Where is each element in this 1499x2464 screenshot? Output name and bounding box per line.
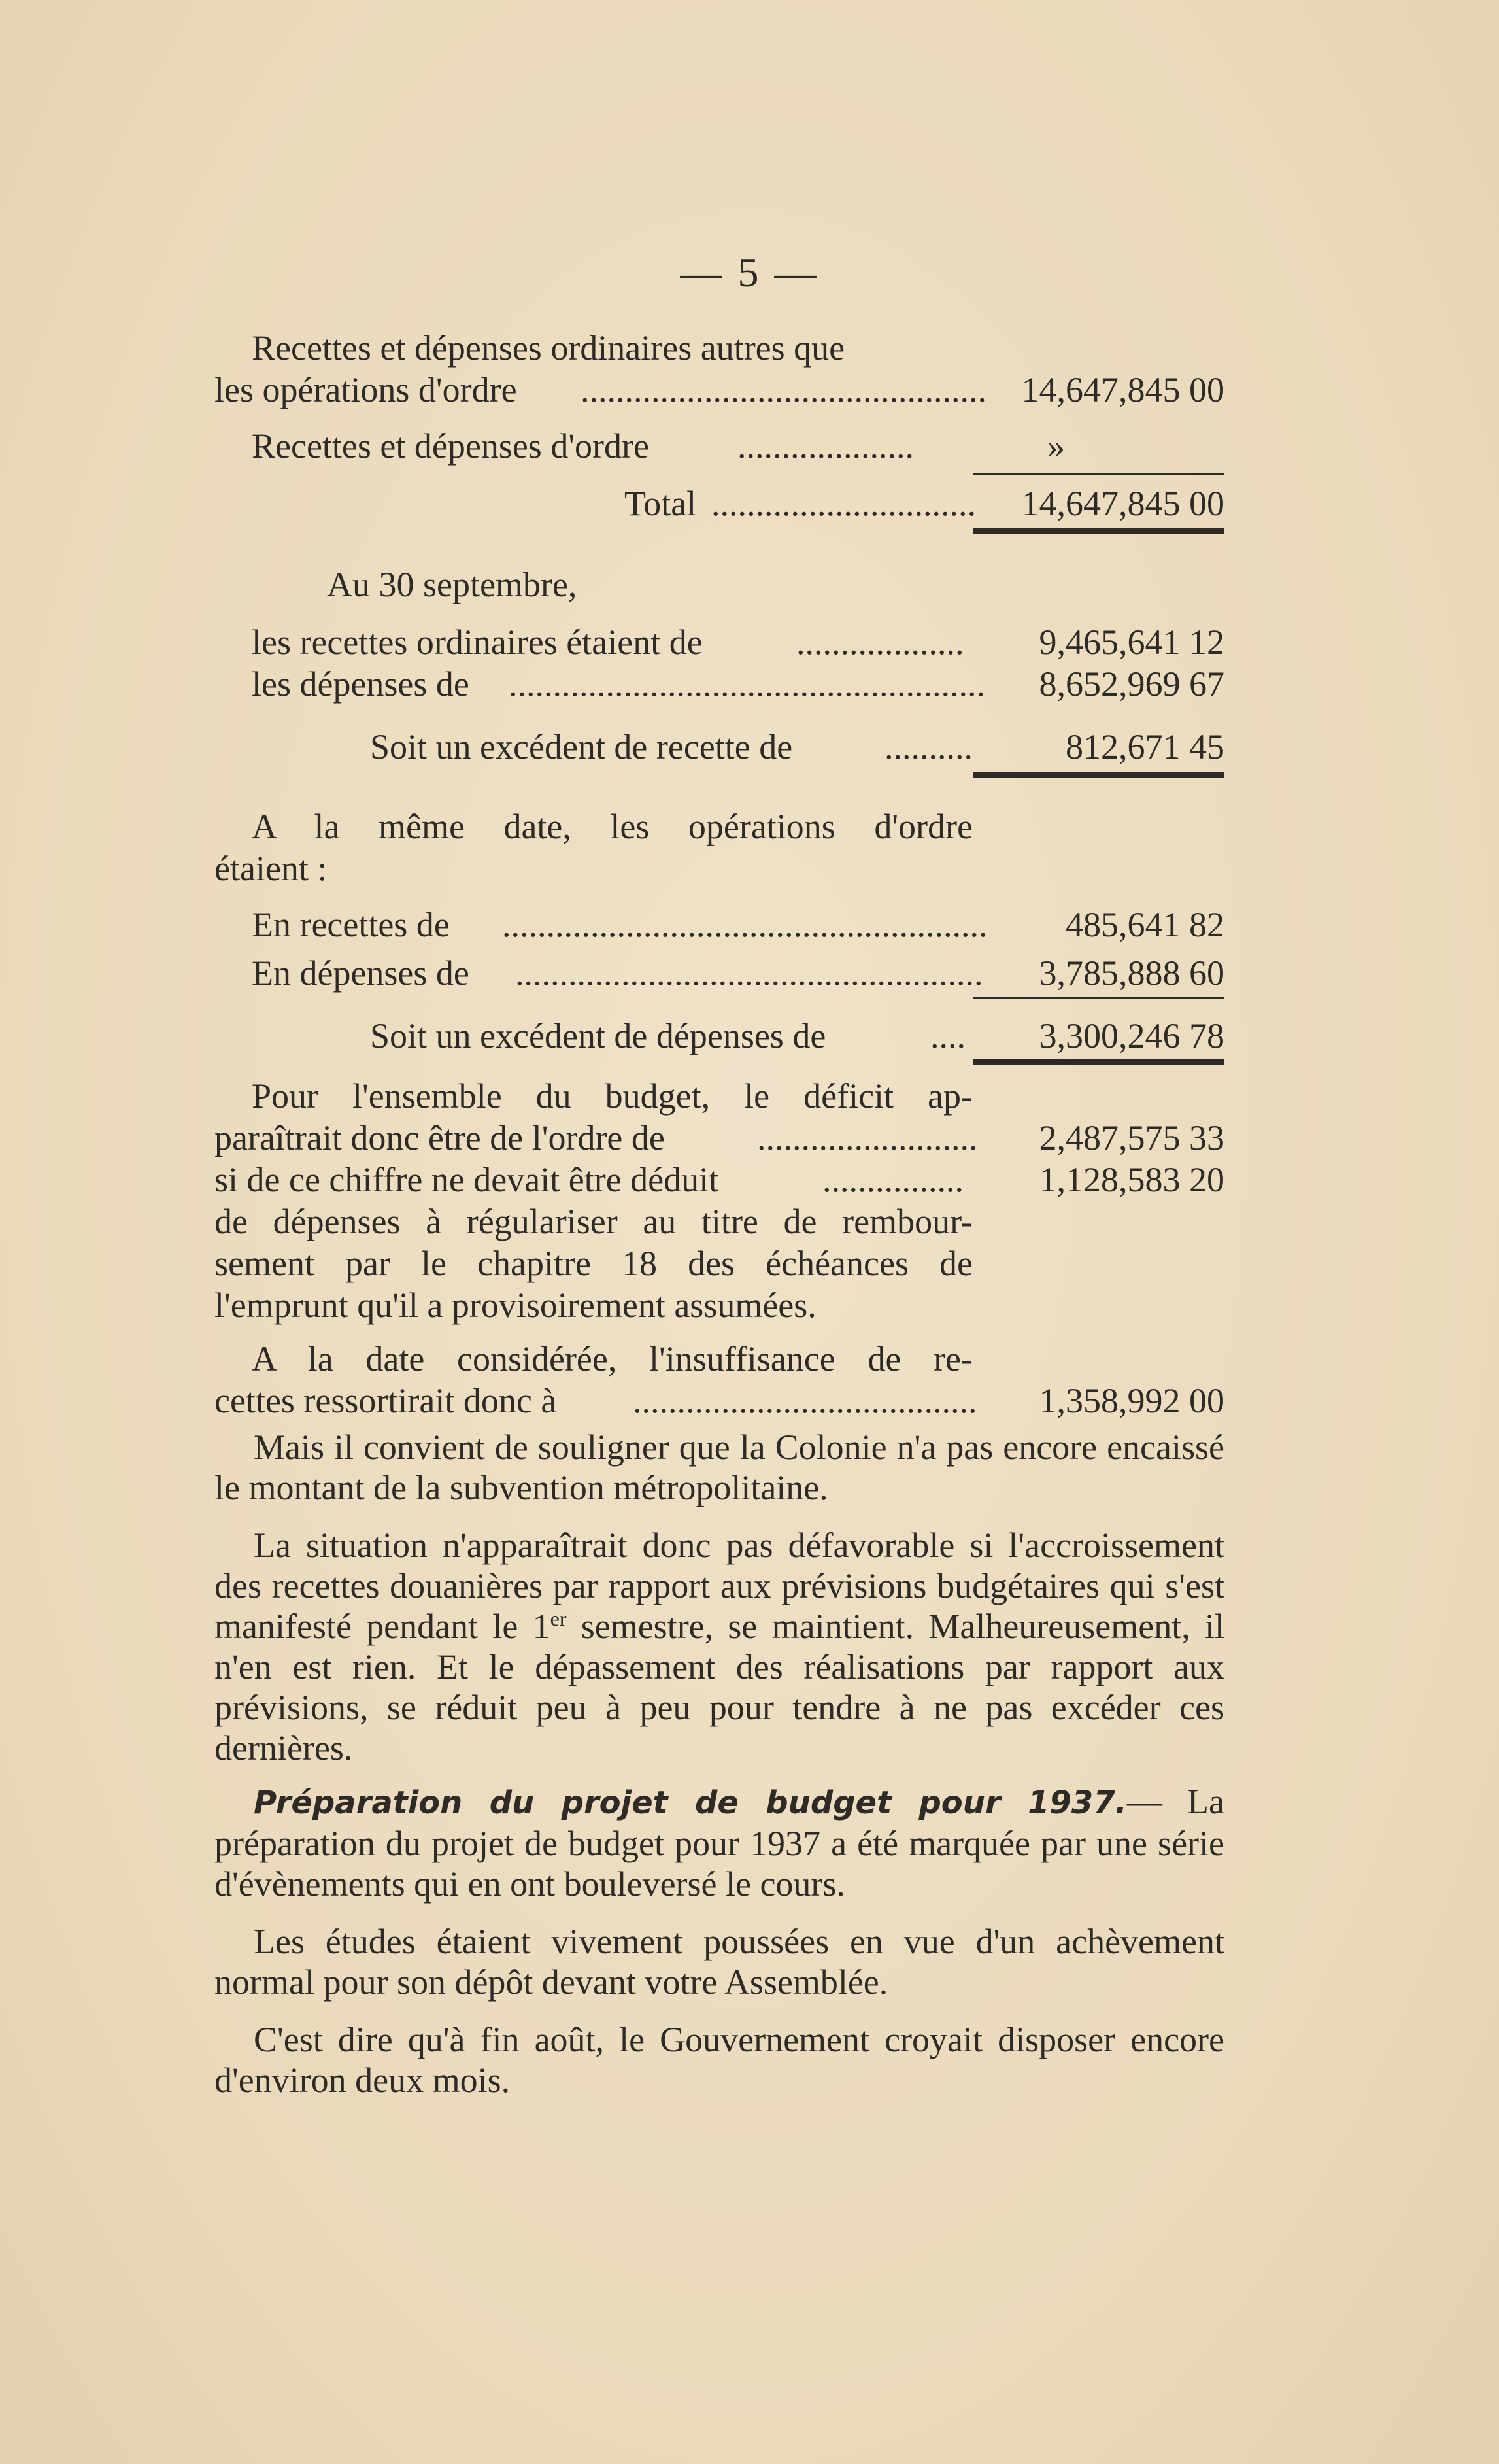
leader-dots: ....................................................... [502, 905, 988, 944]
row-amount: 812,671 45 [1066, 727, 1224, 766]
page-number: — 5 — [680, 249, 819, 296]
leader-dots: ................ [822, 1160, 964, 1199]
block4-line1: Pour l'ensemble du budget, le déficit ap- [252, 1076, 973, 1116]
row-amount: 485,641 82 [1066, 905, 1224, 944]
leader-dots: ................... [796, 623, 964, 662]
block4-line6: l'emprunt qu'il a provisoirement assumées. [214, 1286, 817, 1325]
row-label: Soit un excédent de recette de [370, 727, 793, 766]
sum-rule [973, 473, 1224, 475]
block1-row-ordre [214, 425, 1224, 467]
block2-intro: Au 30 septembre, [327, 565, 577, 604]
row-amount: 14,647,845 00 [1021, 484, 1224, 523]
leader-dots: ..................................................... [515, 953, 983, 993]
block3-row-excedent [214, 1015, 1224, 1057]
row-label: Recettes et dépenses d'ordre [252, 426, 649, 466]
row-label: si de ce chiffre ne devait être déduit [214, 1160, 719, 1199]
paragraph-text: — La préparation du projet de budget pour 1937 a été marquée par une série d'évènements qui en ont bouleversé le cours. [214, 1782, 1225, 1904]
row-amount: 14,647,845 00 [1021, 370, 1224, 409]
row-label: En dépenses de [252, 953, 469, 993]
block2-row-depenses [214, 663, 1224, 705]
block3-intro-line2: étaient : [214, 849, 328, 888]
row-amount: » [1047, 426, 1065, 466]
leader-dots: ....................................... [633, 1381, 977, 1420]
leader-dots: .............................. [711, 484, 976, 523]
block2-row-excedent [214, 726, 1224, 768]
block5-row-insuffisance [214, 1380, 1224, 1422]
block1-row-operations [214, 369, 1224, 411]
leader-dots: ...................................................... [509, 664, 985, 704]
total-rule [973, 528, 1224, 534]
paragraph-subvention: Mais il convient de souligner que la Colonie n'a pas encore encaissé le montant de la subvention métropolitaine. [214, 1428, 1224, 1507]
block4-row-deduit [214, 1159, 1224, 1201]
paragraph-etudes: Les études étaient vivement poussées en vue d'un achèvement normal pour son dépôt devant votre Assemblée. [214, 1922, 1224, 2002]
block5-line1: A la date considérée, l'insuffisance de re- [252, 1339, 973, 1378]
leader-dots: ......................... [757, 1118, 978, 1157]
leader-dots: .................... [737, 426, 914, 466]
leader-dots: .............................................. [581, 370, 986, 409]
row-amount: 9,465,641 12 [1039, 623, 1224, 662]
row-label: les dépenses de [252, 664, 469, 704]
block4-line4: de dépenses à régulariser au titre de rembour- [214, 1202, 973, 1241]
paragraph-situation [214, 1525, 1224, 1768]
paragraph-text: semestre, se maintient. Malheureusement, il n'en est rien. Et le dépassement des réalisations par rapport aux prévisions, se réduit peu à peu pour tendre à ne pas excéder ces dernières. [214, 1607, 1224, 1768]
row-label: les opérations d'ordre [214, 370, 517, 409]
row-label: Soit un excédent de dépenses de [370, 1016, 826, 1055]
section-heading: Préparation du projet de budget pour 1937. [254, 1785, 1127, 1821]
row-label: les recettes ordinaires étaient de [252, 623, 703, 662]
block3-intro-line1: A la même date, les opérations d'ordre [252, 807, 973, 846]
total-rule [973, 1059, 1224, 1065]
leader-dots: .......... [884, 727, 973, 766]
block2-row-recettes [214, 621, 1224, 663]
superscript: er [550, 1607, 567, 1630]
total-rule [973, 772, 1224, 778]
paragraph-fin-aout: C'est dire qu'à fin août, le Gouvernement croyait disposer encore d'environ deux mois. [214, 2020, 1224, 2100]
block4-row-deficit [214, 1117, 1224, 1159]
row-amount: 1,358,992 00 [1039, 1381, 1224, 1420]
row-amount: 8,652,969 67 [1039, 664, 1224, 704]
block3-row-depenses [214, 952, 1224, 994]
row-label: paraîtrait donc être de l'ordre de [214, 1118, 665, 1157]
block4-line5: sement par le chapitre 18 des échéances de [214, 1244, 973, 1283]
row-amount: 1,128,583 20 [1039, 1160, 1224, 1199]
row-label: Total [624, 484, 697, 523]
row-label: En recettes de [252, 905, 450, 944]
block3-row-recettes [214, 904, 1224, 946]
row-amount: 3,785,888 60 [1039, 953, 1224, 993]
row-label: cettes ressortirait donc à [214, 1381, 557, 1420]
block1-line1: Recettes et dépenses ordinaires autres que [252, 328, 845, 368]
row-amount: 3,300,246 78 [1039, 1016, 1224, 1055]
paragraph-text: La situation n'apparaîtrait donc pas défavorable si l'accroissement des recettes douanières par rapport aux prévisions budgétaires qui s'est manifesté pendant le 1 [214, 1526, 1224, 1646]
leader-dots: .... [930, 1016, 966, 1055]
sum-rule [973, 997, 1224, 999]
row-amount: 2,487,575 33 [1039, 1118, 1224, 1157]
block1-row-total [214, 483, 1224, 524]
paragraph-preparation [214, 1781, 1224, 1904]
